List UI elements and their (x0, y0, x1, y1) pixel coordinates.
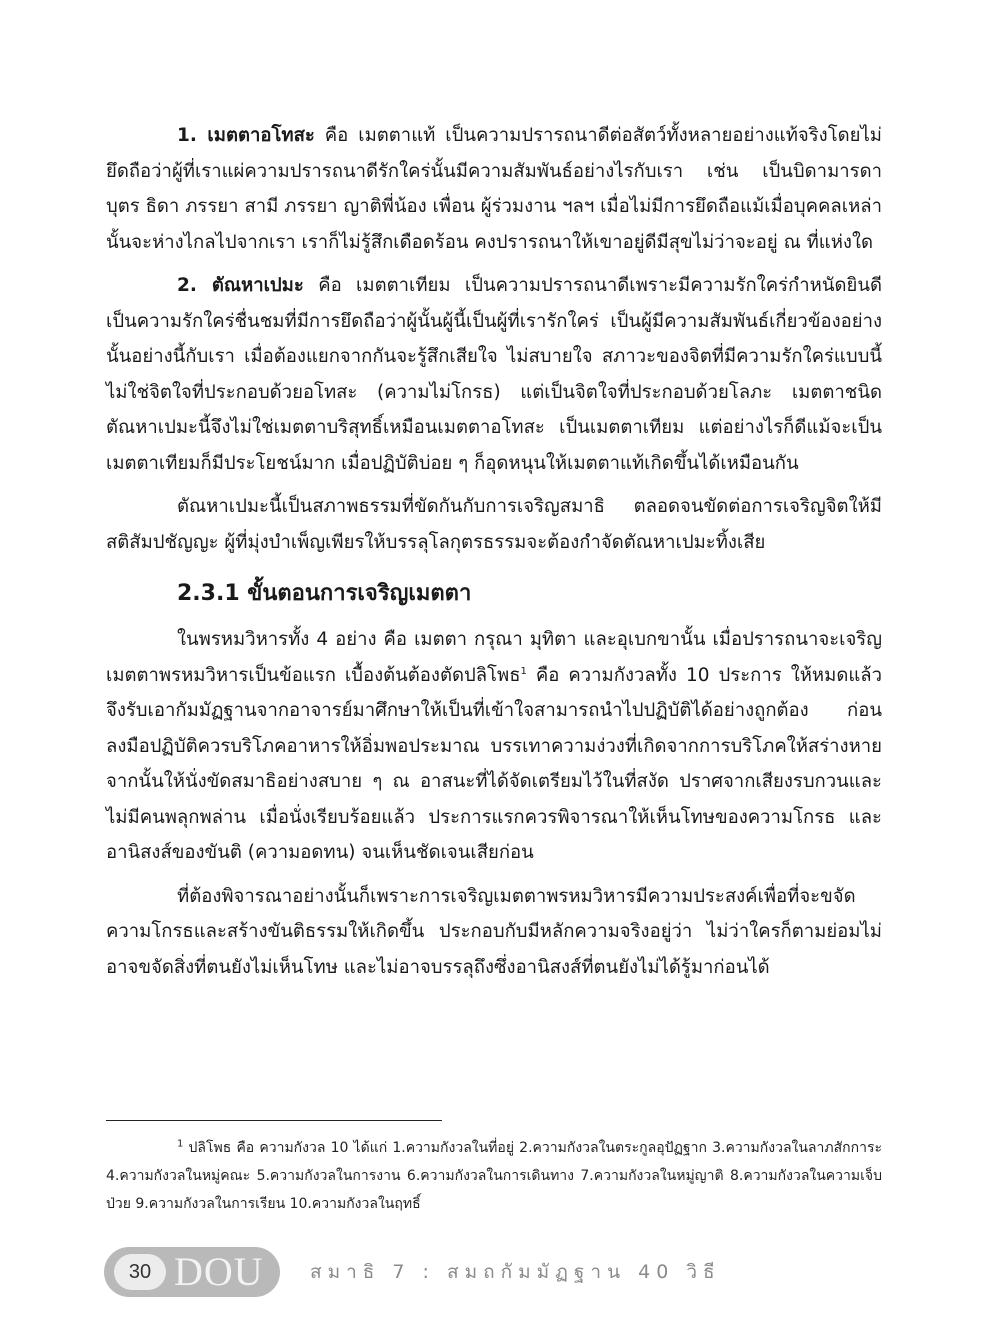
paragraph-metta-adosa (106, 118, 882, 260)
term-metta-adosa: 1. เมตตาอโทสะ (177, 125, 315, 146)
running-title: สมาธิ 7 : สมถกัมมัฏฐาน 40 วิธี (310, 1261, 721, 1283)
footnote-divider (106, 1120, 442, 1121)
page-number: 30 (114, 1254, 166, 1290)
paragraph-tanha-obstacle (106, 489, 882, 560)
footnote-reference[interactable]: 1 (520, 665, 527, 677)
footnote (106, 1134, 882, 1218)
body-text (106, 118, 882, 993)
term-tanha-pema: 2. ตัณหาเปมะ (177, 275, 304, 296)
paragraph-text: ในพรหมวิหารทั้ง 4 อย่าง คือ เมตตา กรุณา มุทิตา และอุเบกขานั้น เมื่อปรารถนาจะเจริญเมตตาพรหมวิหารเป็นข้อแรก เบื้องต้นต้องตัดปลิโพธ (106, 629, 882, 686)
paragraph-text: คือ ความกังวลทั้ง 10 ประการ ให้หมดแล้วจึงรับเอากัมมัฏฐานจากอาจารย์มาศึกษาให้เป็นที่เข้าใจสามารถนำไปปฏิบัติได้อย่างถูกต้อง ก่อนลงมือปฏิบัติควรบริโภคอาหารให้อิ่มพอประมาณ บรรเทาความง่วงที่เกิดจากการบริโภคให้สร่างหาย จากนั้นให้นั่งขัดสมาธิอย่างสบาย ๆ ณ อาสนะที่ได้จัดเตรียมไว้ในที่สงัด ปราศจากเสียงรบกวนและไม่มีคนพลุกพล่าน เมื่อนั่งเรียบร้อยแล้ว ประการแรกควรพิจารณาให้เห็นโทษของความโกรธ และอานิสงส์ของขันติ (ความอดทน) จนเห็นชัดเจนเสียก่อน (106, 664, 882, 863)
paragraph-steps (106, 622, 882, 871)
paragraph-text: ตัณหาเปมะนี้เป็นสภาพธรรมที่ขัดกันกับการเจริญสมาธิ ตลอดจนขัดต่อการเจริญจิตให้มีสติสัมปชัญญะ ผู้ที่มุ่งบำเพ็ญเพียรให้บรรลุโลกุตรธรรมจะต้องกำจัดตัณหาเปมะทิ้งเสีย (106, 496, 882, 553)
dou-logo: DOU (174, 1249, 264, 1294)
paragraph-tanha-pema (106, 268, 882, 481)
footnote-marker: 1 (177, 1138, 184, 1150)
page-footer (104, 1247, 898, 1299)
paragraph-reason (106, 879, 882, 986)
paragraph-text: ที่ต้องพิจารณาอย่างนั้นก็เพราะการเจริญเมตตาพรหมวิหารมีความประสงค์เพื่อที่จะขจัดความโกรธและสร้างขันติธรรมให้เกิดขึ้น ประกอบกับมีหลักความจริงอยู่ว่า ไม่ว่าใครก็ตามย่อมไม่อาจขจัดสิ่งที่ตนยังไม่เห็นโทษ และไม่อาจบรรลุถึงซึ่งอานิสงส์ที่ตนยังไม่ได้รู้มาก่อนได้ (106, 885, 882, 978)
section-heading: 2.3.1 ขั้นตอนการเจริญเมตตา (177, 581, 472, 606)
footnote-text: ปลิโพธ คือ ความกังวล 10 ได้แก่ 1.ความกังวลในที่อยู่ 2.ความกังวลในตระกูลอุปัฏฐาก 3.ความกังวลในลาภสักการะ 4.ความกังวลในหมู่คณะ 5.ความกังวลในการงาน 6.ความกังวลในการเดินทาง 7.ความกังวลในหมู่ญาติ 8.ความกังวลในความเจ็บป่วย 9.ความกังวลในการเรียน 10.ความกังวลในฤทธิ์ (106, 1140, 882, 1212)
paragraph-text: คือ เมตตาแท้ เป็นความปรารถนาดีต่อสัตว์ทั้งหลายอย่างแท้จริงโดยไม่ยึดถือว่าผู้ที่เราแผ่ความปรารถนาดีรักใคร่นั้นมีความสัมพันธ์อย่างไรกับเรา เช่น เป็นบิดามารดา บุตร ธิดา ภรรยา สามี ภรรยา ญาติพี่น้อง เพื่อน ผู้ร่วมงาน ฯลฯ เมื่อไม่มีการยึดถือแม้เมื่อบุคคลเหล่านั้นจะห่างไกลไปจากเรา เราก็ไม่รู้สึกเดือดร้อน คงปรารถนาให้เขาอยู่ดีมีสุขไม่ว่าจะอยู่ ณ ที่แห่งใด (106, 125, 882, 253)
paragraph-text: คือ เมตตาเทียม เป็นความปรารถนาดีเพราะมีความรักใคร่กำหนัดยินดี เป็นความรักใคร่ชื่นชมที่มีการยึดถือว่าผู้นั้นผู้นี้เป็นผู้ที่เรารักใคร่ เป็นผู้มีความสัมพันธ์เกี่ยวข้องอย่างนั้นอย่างนี้กับเรา เมื่อต้องแยกจากกันจะรู้สึกเสียใจ ไม่สบายใจ สภาวะของจิตที่มีความรักใคร่แบบนี้ ไม่ใช่จิตใจที่ประกอบด้วยอโทสะ (ความไม่โกรธ) แต่เป็นจิตใจที่ประกอบด้วยโลภะ เมตตาชนิดตัณหาเปมะนี้จึงไม่ใช่เมตตาบริสุทธิ์เหมือนเมตตาอโทสะ เป็นเมตตาเทียม แต่อย่างไรก็ดีแม้จะเป็นเมตตาเทียมก็มีประโยชน์มาก เมื่อปฏิบัติบ่อย ๆ ก็อุดหนุนให้เมตตาแท้เกิดขึ้นได้เหมือนกัน (106, 275, 882, 474)
